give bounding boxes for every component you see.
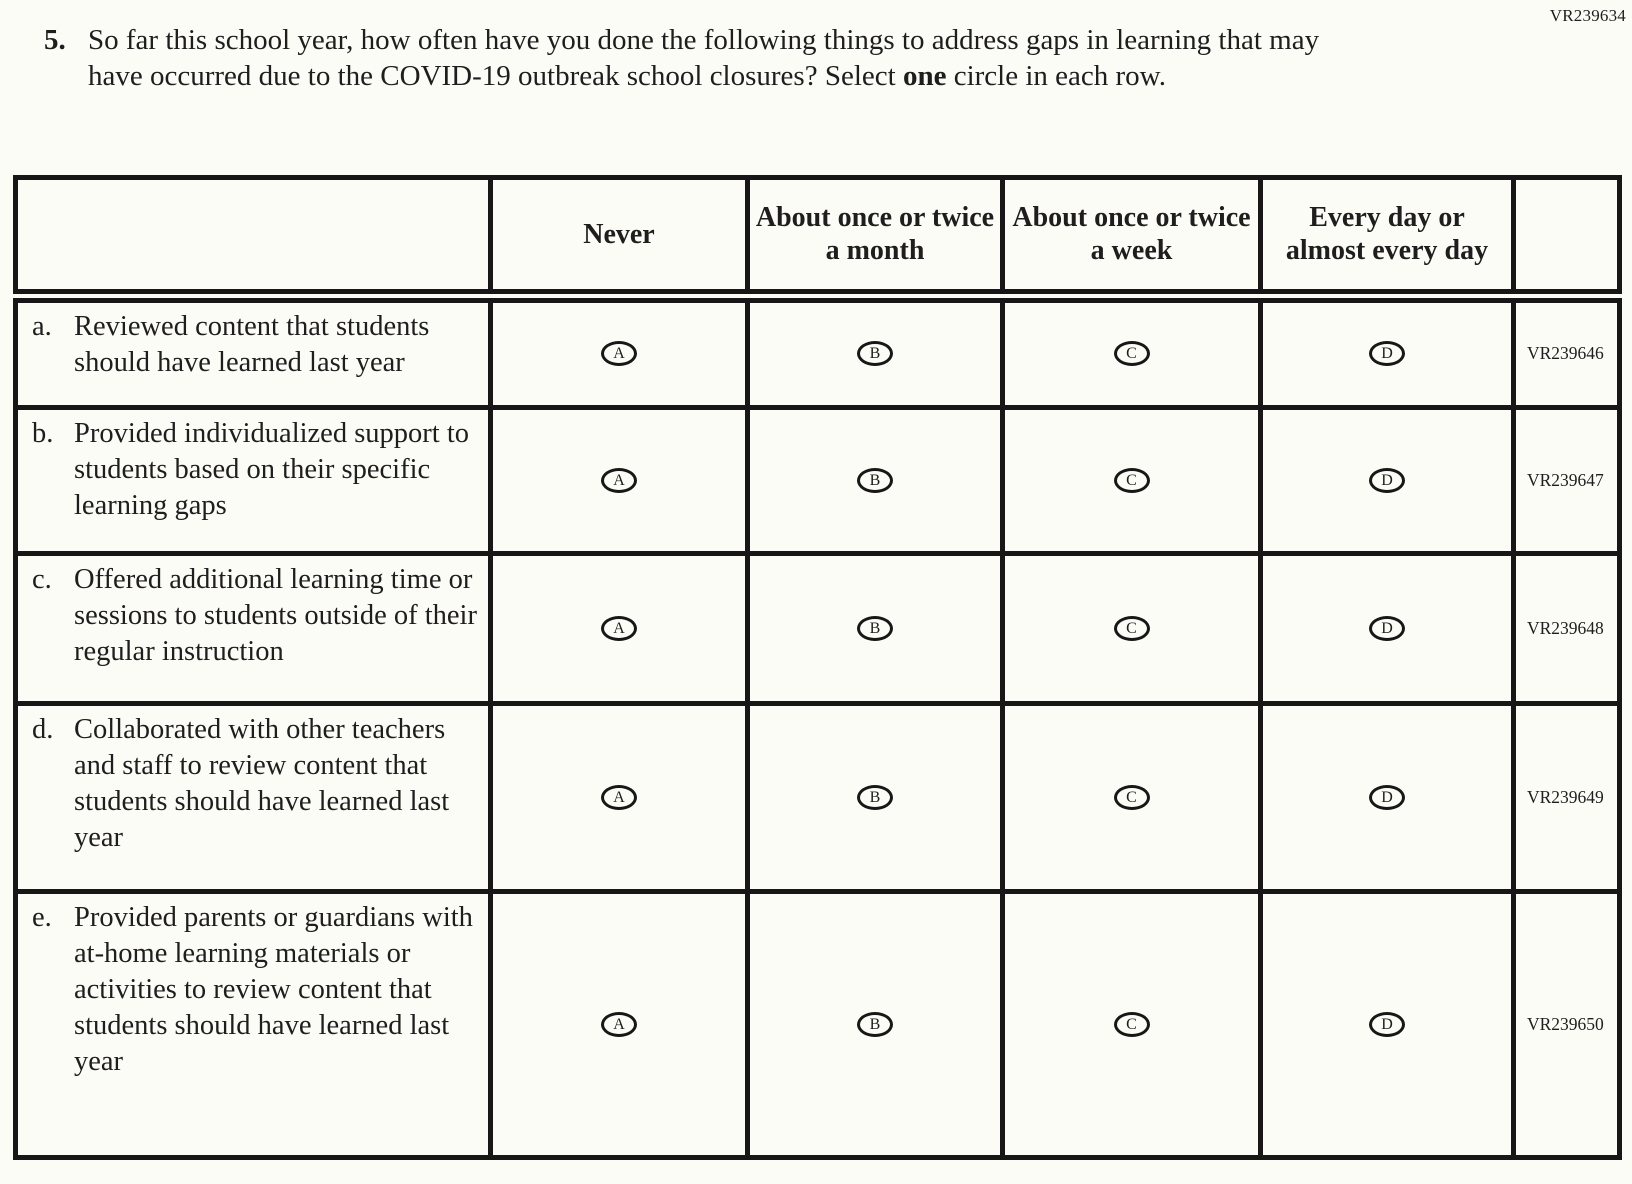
row-letter: c. xyxy=(32,564,52,595)
option-bubble-c[interactable]: C xyxy=(1114,341,1150,366)
answer-grid xyxy=(13,175,1622,1160)
option-cell-b xyxy=(748,554,1003,704)
row-code-cell xyxy=(1514,704,1620,892)
row-label: Collaborated with other teachers and staff to review content that students should have learned last year xyxy=(74,714,450,853)
option-cell-a xyxy=(491,296,748,408)
option-cell-d xyxy=(1261,892,1514,1158)
option-bubble-c[interactable]: C xyxy=(1114,616,1150,641)
row-letter: b. xyxy=(32,418,54,449)
header-col-never: Never xyxy=(491,178,748,296)
header-empty-stub xyxy=(16,178,491,296)
option-cell-b xyxy=(748,296,1003,408)
row-label-wrap xyxy=(32,900,480,1080)
option-bubble-d[interactable]: D xyxy=(1369,1012,1405,1037)
row-label: Provided individualized support to students based on their specific learning gaps xyxy=(74,418,469,521)
option-cell-d xyxy=(1261,704,1514,892)
row-label-cell xyxy=(16,892,491,1158)
question-text xyxy=(88,22,1366,94)
row-label-cell xyxy=(16,704,491,892)
question-text-start: So far this school year, how often have you done the following things to address gaps in learning that may have occurred due to the COVID-19 outbreak school closures? Select xyxy=(88,24,1320,92)
option-bubble-c[interactable]: C xyxy=(1114,468,1150,493)
option-cell-a xyxy=(491,408,748,554)
option-cell-d xyxy=(1261,296,1514,408)
row-letter: a. xyxy=(32,310,52,342)
option-cell-b xyxy=(748,408,1003,554)
row-label-wrap xyxy=(32,309,480,381)
option-bubble-a[interactable]: A xyxy=(601,785,637,810)
answer-grid-header xyxy=(16,178,1620,296)
option-cell-a xyxy=(491,554,748,704)
row-label: Offered additional learning time or sessions to students outside of their regular instruction xyxy=(74,564,477,667)
table-row xyxy=(16,892,1620,1158)
option-bubble-d[interactable]: D xyxy=(1369,616,1405,641)
row-label: Provided parents or guardians with at-home learning materials or activities to review content that students should have learned last year xyxy=(74,902,473,1077)
row-letter: e. xyxy=(32,902,52,933)
row-label: Reviewed content that students should have learned last year xyxy=(74,310,430,378)
option-bubble-b[interactable]: B xyxy=(857,341,893,366)
question-text-bold: one xyxy=(902,60,947,92)
option-cell-a xyxy=(491,704,748,892)
option-cell-c xyxy=(1003,704,1261,892)
option-cell-c xyxy=(1003,408,1261,554)
row-label-wrap xyxy=(32,416,480,524)
question-number: 5. xyxy=(44,24,66,56)
option-bubble-b[interactable]: B xyxy=(857,785,893,810)
option-bubble-d[interactable]: D xyxy=(1369,341,1405,366)
option-cell-d xyxy=(1261,554,1514,704)
option-cell-b xyxy=(748,704,1003,892)
option-bubble-d[interactable]: D xyxy=(1369,785,1405,810)
table-row xyxy=(16,554,1620,704)
question-block xyxy=(44,22,1366,94)
form-code: VR239634 xyxy=(1549,6,1626,25)
row-label-wrap xyxy=(32,712,480,856)
row-code-cell xyxy=(1514,892,1620,1158)
option-cell-c xyxy=(1003,554,1261,704)
table-row xyxy=(16,408,1620,554)
row-code: VR239646 xyxy=(1527,343,1604,364)
option-cell-a xyxy=(491,892,748,1158)
row-label-wrap xyxy=(32,562,480,670)
option-bubble-c[interactable]: C xyxy=(1114,785,1150,810)
option-cell-c xyxy=(1003,296,1261,408)
option-cell-c xyxy=(1003,892,1261,1158)
option-bubble-a[interactable]: A xyxy=(601,616,637,641)
option-bubble-c[interactable]: C xyxy=(1114,1012,1150,1037)
row-code-cell xyxy=(1514,554,1620,704)
option-bubble-d[interactable]: D xyxy=(1369,468,1405,493)
row-code: VR239649 xyxy=(1527,787,1604,807)
row-code: VR239647 xyxy=(1527,470,1604,490)
option-bubble-b[interactable]: B xyxy=(857,1012,893,1037)
option-bubble-b[interactable]: B xyxy=(857,616,893,641)
row-label-cell xyxy=(16,296,491,408)
row-letter: d. xyxy=(32,714,54,745)
question-text-end: circle in each row. xyxy=(946,60,1166,92)
header-col-week: About once or twice a week xyxy=(1003,178,1261,296)
row-code: VR239648 xyxy=(1527,618,1604,638)
header-col-everyday: Every day or almost every day xyxy=(1261,178,1514,296)
option-bubble-a[interactable]: A xyxy=(601,341,637,366)
row-code-cell xyxy=(1514,408,1620,554)
header-col-month: About once or twice a month xyxy=(748,178,1003,296)
row-label-cell xyxy=(16,408,491,554)
option-bubble-b[interactable]: B xyxy=(857,468,893,493)
header-row xyxy=(16,178,1620,296)
row-label-cell xyxy=(16,554,491,704)
row-code: VR239650 xyxy=(1527,1014,1604,1034)
table-row xyxy=(16,296,1620,408)
option-bubble-a[interactable]: A xyxy=(601,1012,637,1037)
table-row xyxy=(16,704,1620,892)
option-bubble-a[interactable]: A xyxy=(601,468,637,493)
option-cell-b xyxy=(748,892,1003,1158)
option-cell-d xyxy=(1261,408,1514,554)
answer-grid-body xyxy=(16,296,1620,1158)
row-code-cell xyxy=(1514,296,1620,408)
header-empty-code xyxy=(1514,178,1620,296)
